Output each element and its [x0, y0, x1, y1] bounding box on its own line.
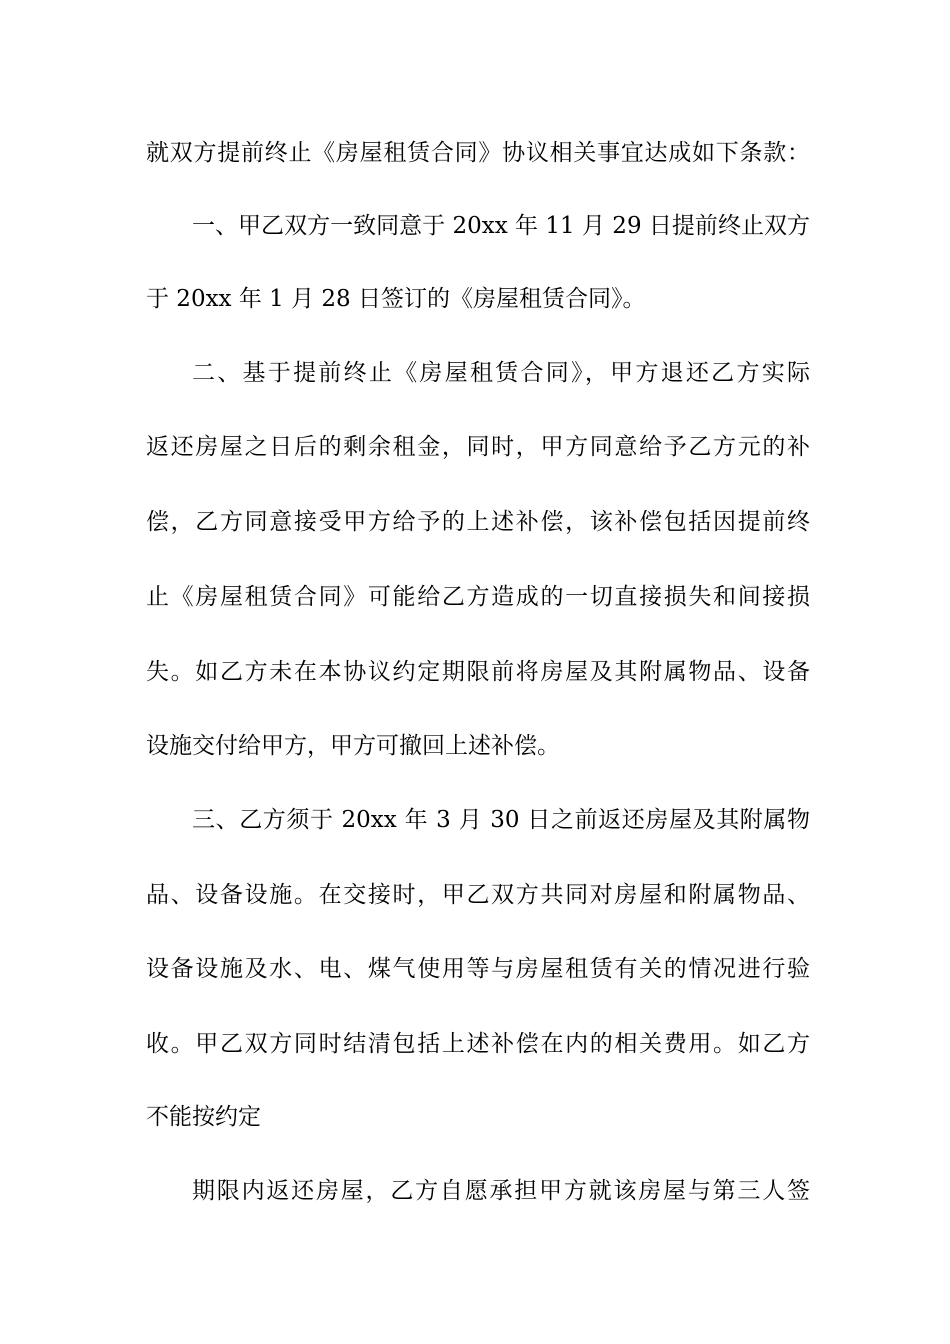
text-line: 设施交付给甲方，甲方可撤回上述补偿。: [146, 733, 560, 759]
text-line: 一、甲乙双方一致同意于 20xx 年 11 月 29 日提前终止双方: [192, 213, 810, 239]
text-line: 收。甲乙双方同时结清包括上述补偿在内的相关费用。如乙方: [146, 1031, 810, 1057]
text-line: 二、基于提前终止《房屋租赁合同》，甲方退还乙方实际: [192, 360, 810, 386]
text-line: 止《房屋租赁合同》可能给乙方造成的一切直接损失和间接损: [146, 584, 810, 610]
text-line: 于 20xx 年 1 月 28 日签订的《房屋租赁合同》。: [146, 286, 646, 312]
text-line: 不能按约定: [146, 1104, 261, 1130]
text-line: 偿，乙方同意接受甲方给予的上述补偿，该补偿包括因提前终: [146, 509, 810, 535]
text-line: 三、乙方须于 20xx 年 3 月 30 日之前返还房屋及其附属物: [192, 807, 810, 833]
text-line: 设备设施及水、电、煤气使用等与房屋租赁有关的情况进行验: [146, 956, 810, 982]
text-line: 返还房屋之日后的剩余租金，同时，甲方同意给予乙方元的补: [146, 434, 810, 460]
text-line: 就双方提前终止《房屋租赁合同》协议相关事宜达成如下条款：: [146, 140, 810, 166]
text-line: 期限内返还房屋，乙方自愿承担甲方就该房屋与第三人签: [192, 1178, 810, 1204]
text-line: 品、设备设施。在交接时，甲乙双方共同对房屋和附属物品、: [146, 882, 810, 908]
text-line: 失。如乙方未在本协议约定期限前将房屋及其附属物品、设备: [146, 659, 810, 685]
